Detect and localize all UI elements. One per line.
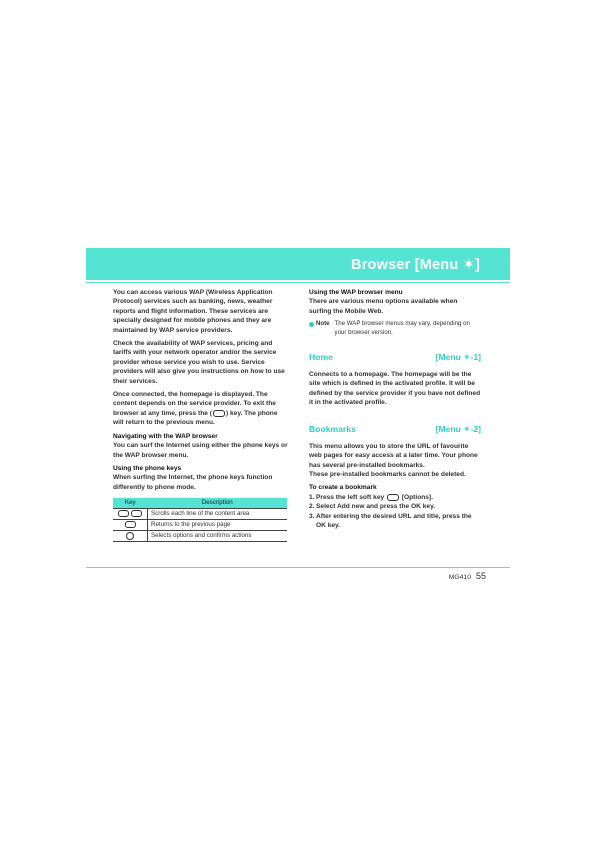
note-box — [309, 320, 481, 337]
bookmarks-section-heading — [309, 425, 481, 434]
description-cell: Scrolls each line of the content area — [148, 509, 288, 520]
bookmarks-title: Bookmarks — [309, 424, 356, 435]
note-text: The WAP browser menus may vary, depending on your browser version. — [334, 320, 470, 336]
left-soft-key-icon — [387, 494, 399, 501]
description-column-header: Description — [148, 498, 288, 509]
step-number: 2. — [309, 503, 315, 511]
home-section-heading — [309, 353, 481, 362]
page-footer — [449, 571, 486, 581]
banner-underline — [86, 282, 510, 283]
table-row — [113, 509, 287, 520]
keys-paragraph: When surfing the Internet, the phone keys function differently to phone mode. — [113, 474, 273, 491]
browser-menu-heading: Using the WAP browser menu — [309, 289, 403, 296]
up-down-keys-icon — [131, 510, 142, 517]
step-text-after: [Options]. — [400, 493, 433, 501]
keys-heading: Using the phone keys — [113, 464, 182, 472]
step-text-before: Press the left soft key — [316, 493, 386, 501]
bookmarks-paragraph — [309, 442, 481, 480]
step-text: Select Add new and press the OK key. — [316, 503, 436, 511]
step-number: 1. — [309, 493, 315, 501]
clear-key-icon — [125, 521, 136, 528]
key-cell — [113, 531, 148, 542]
page-number: 55 — [475, 571, 486, 581]
chapter-banner — [86, 248, 510, 280]
key-column-header: Key — [113, 498, 148, 509]
home-title: Home — [309, 352, 333, 363]
table-row — [113, 520, 287, 531]
connected-paragraph — [113, 390, 288, 428]
table-header-row — [113, 498, 287, 509]
footer-divider — [86, 567, 510, 568]
intro-paragraph: You can access various WAP (Wireless Application Protocol) services such as banking, news, weather reports and flight information. These services are specially designed for mobile phones and they are maintained by WAP service providers. — [113, 289, 273, 334]
list-item — [309, 493, 481, 502]
note-label — [309, 320, 330, 337]
connected-text-after: ) key. The phone will return to the previous menu. — [113, 409, 278, 427]
home-menu-code: [Menu ✶-1] — [435, 352, 481, 363]
create-bookmark-steps — [309, 493, 481, 531]
description-cell: Returns to the previous page — [148, 520, 288, 531]
connected-text-before: Once connected, the homepage is displayed. The content depends on the service provider. To exit the browser at any time, press the ( — [113, 391, 276, 417]
list-item — [309, 512, 481, 531]
create-bookmark-heading: To create a bookmark — [309, 484, 377, 492]
bookmarks-text-1: This menu allows you to store the URL of favourite web pages for easy access at a later time. Your phone has several pre-installed bookmarks. — [309, 442, 478, 469]
step-number: 3. — [309, 512, 315, 520]
model-label: MG410 — [448, 574, 471, 581]
key-cell — [113, 520, 148, 531]
note-bullet-icon — [309, 322, 314, 327]
check-paragraph: Check the availability of WAP services, pricing and tariffs with your network operator and/or the service provider whose service you wish to use. Service providers will also give you instructions on how to use their services. — [113, 340, 285, 385]
chapter-title: Browser [Menu ✶] — [351, 257, 480, 273]
step-text: After entering the desired URL and title, press the OK key. — [316, 512, 472, 530]
step-text — [316, 493, 433, 502]
home-paragraph: Connects to a homepage. The homepage will be the site which is defined in the activated profile. It will be defined by the service provider if you have not defined it in the activated profile. — [309, 370, 481, 407]
key-cell — [113, 509, 148, 520]
bookmarks-text-2: These pre-installed bookmarks cannot be deleted. — [309, 471, 466, 479]
key-function-table — [113, 498, 287, 542]
left-column — [113, 288, 288, 542]
description-cell: Selects options and confirms actions — [148, 531, 288, 542]
nav-paragraph: You can surf the Internet using either the phone keys or the WAP browser menu. — [113, 442, 288, 459]
note-label-text: Note — [316, 320, 330, 328]
ok-key-icon — [126, 532, 134, 540]
nav-heading: Navigating with the WAP browser — [113, 432, 218, 440]
bookmarks-menu-code: [Menu ✶-2] — [435, 424, 481, 435]
end-key-icon — [213, 410, 225, 417]
browser-menu-paragraph: There are various menu options available when surfing the Mobile Web. — [309, 298, 458, 315]
up-down-keys-icon — [118, 510, 129, 517]
list-item — [309, 502, 481, 511]
right-column — [309, 288, 481, 531]
table-row — [113, 531, 287, 542]
